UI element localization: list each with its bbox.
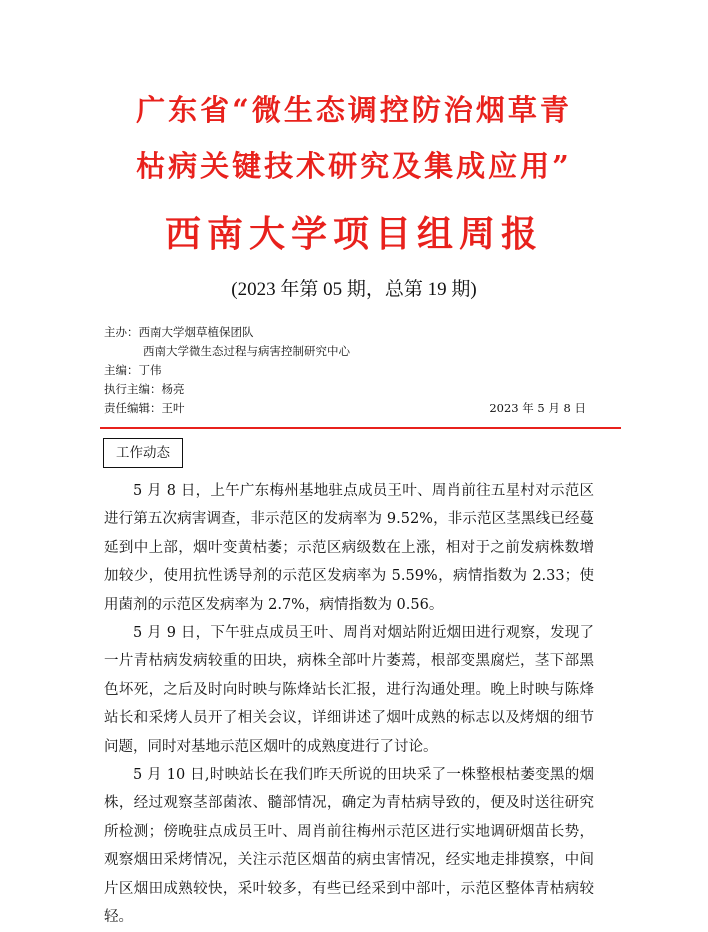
paragraph: 5 月 8 日，上午广东梅州基地驻点成员王叶、周肖前往五星村对示范区进行第五次病害调查，非示范区的发病率为 9.52%，非示范区茎黑线已经蔓延到中上部，烟叶变黄枯萎；示范区病级数在上涨，相对于之前发病株数增加较少，使用抗性诱导剂的示范区发病率为 5.59%，病情指数为 2.33；使用菌剂的示范区发病率为 2.7%，病情指数为 0.56。 [104, 483, 594, 613]
article-body [104, 477, 594, 932]
header-divider [100, 427, 621, 429]
title-line-1: 广东省“微生态调控防治烟草青 [136, 93, 572, 127]
paragraph: 5 月 9 日，下午驻点成员王叶、周肖对烟站附近烟田进行观察，发现了一片青枯病发病较重的田块，病株全部叶片萎蔫，根部变黑腐烂，茎下部黑色坏死，之后及时向时映与陈烽站长汇报，进行沟通处理。晚上时映与陈烽站长和采烤人员开了相关会议，详细讲述了烟叶成熟的标志以及烤烟的细节问题，同时对基地示范区烟叶的成熟度进行了讨论。 [104, 625, 594, 755]
section-heading: 工作动态 [103, 438, 183, 468]
publish-date: 2023 年 5 月 8 日 [489, 401, 586, 415]
issue-number: (2023 年第 05 期，总第 19 期) [231, 279, 477, 300]
executive-editor: 执行主编：杨亮 [104, 382, 185, 396]
paragraph: 5 月 10 日,时映站长在我们昨天所说的田块采了一株整根枯萎变黑的烟株，经过观察茎部菌浓、髓部情况，确定为青枯病导致的，便及时送往研究所检测；傍晚驻点成员王叶、周肖前往梅州示范区进行实地调研烟苗长势，观察烟田采烤情况，关注示范区烟苗的病虫害情况，经实地走排摸察，中间片区烟田成熟较快，采叶较多，有些已经采到中部叶，示范区整体青枯病较轻。 [104, 767, 594, 926]
title-line-2: 枯病关键技术研究及集成应用” [136, 149, 572, 183]
responsible-editor: 责任编辑：王叶 [104, 401, 185, 415]
host-organizer: 主办：西南大学烟草植保团队 [104, 325, 254, 339]
chief-editor: 主编：丁伟 [104, 363, 162, 377]
host-organizer-2: 西南大学微生态过程与病害控制研究中心 [143, 344, 350, 358]
report-title: 西南大学项目组周报 [164, 213, 543, 255]
